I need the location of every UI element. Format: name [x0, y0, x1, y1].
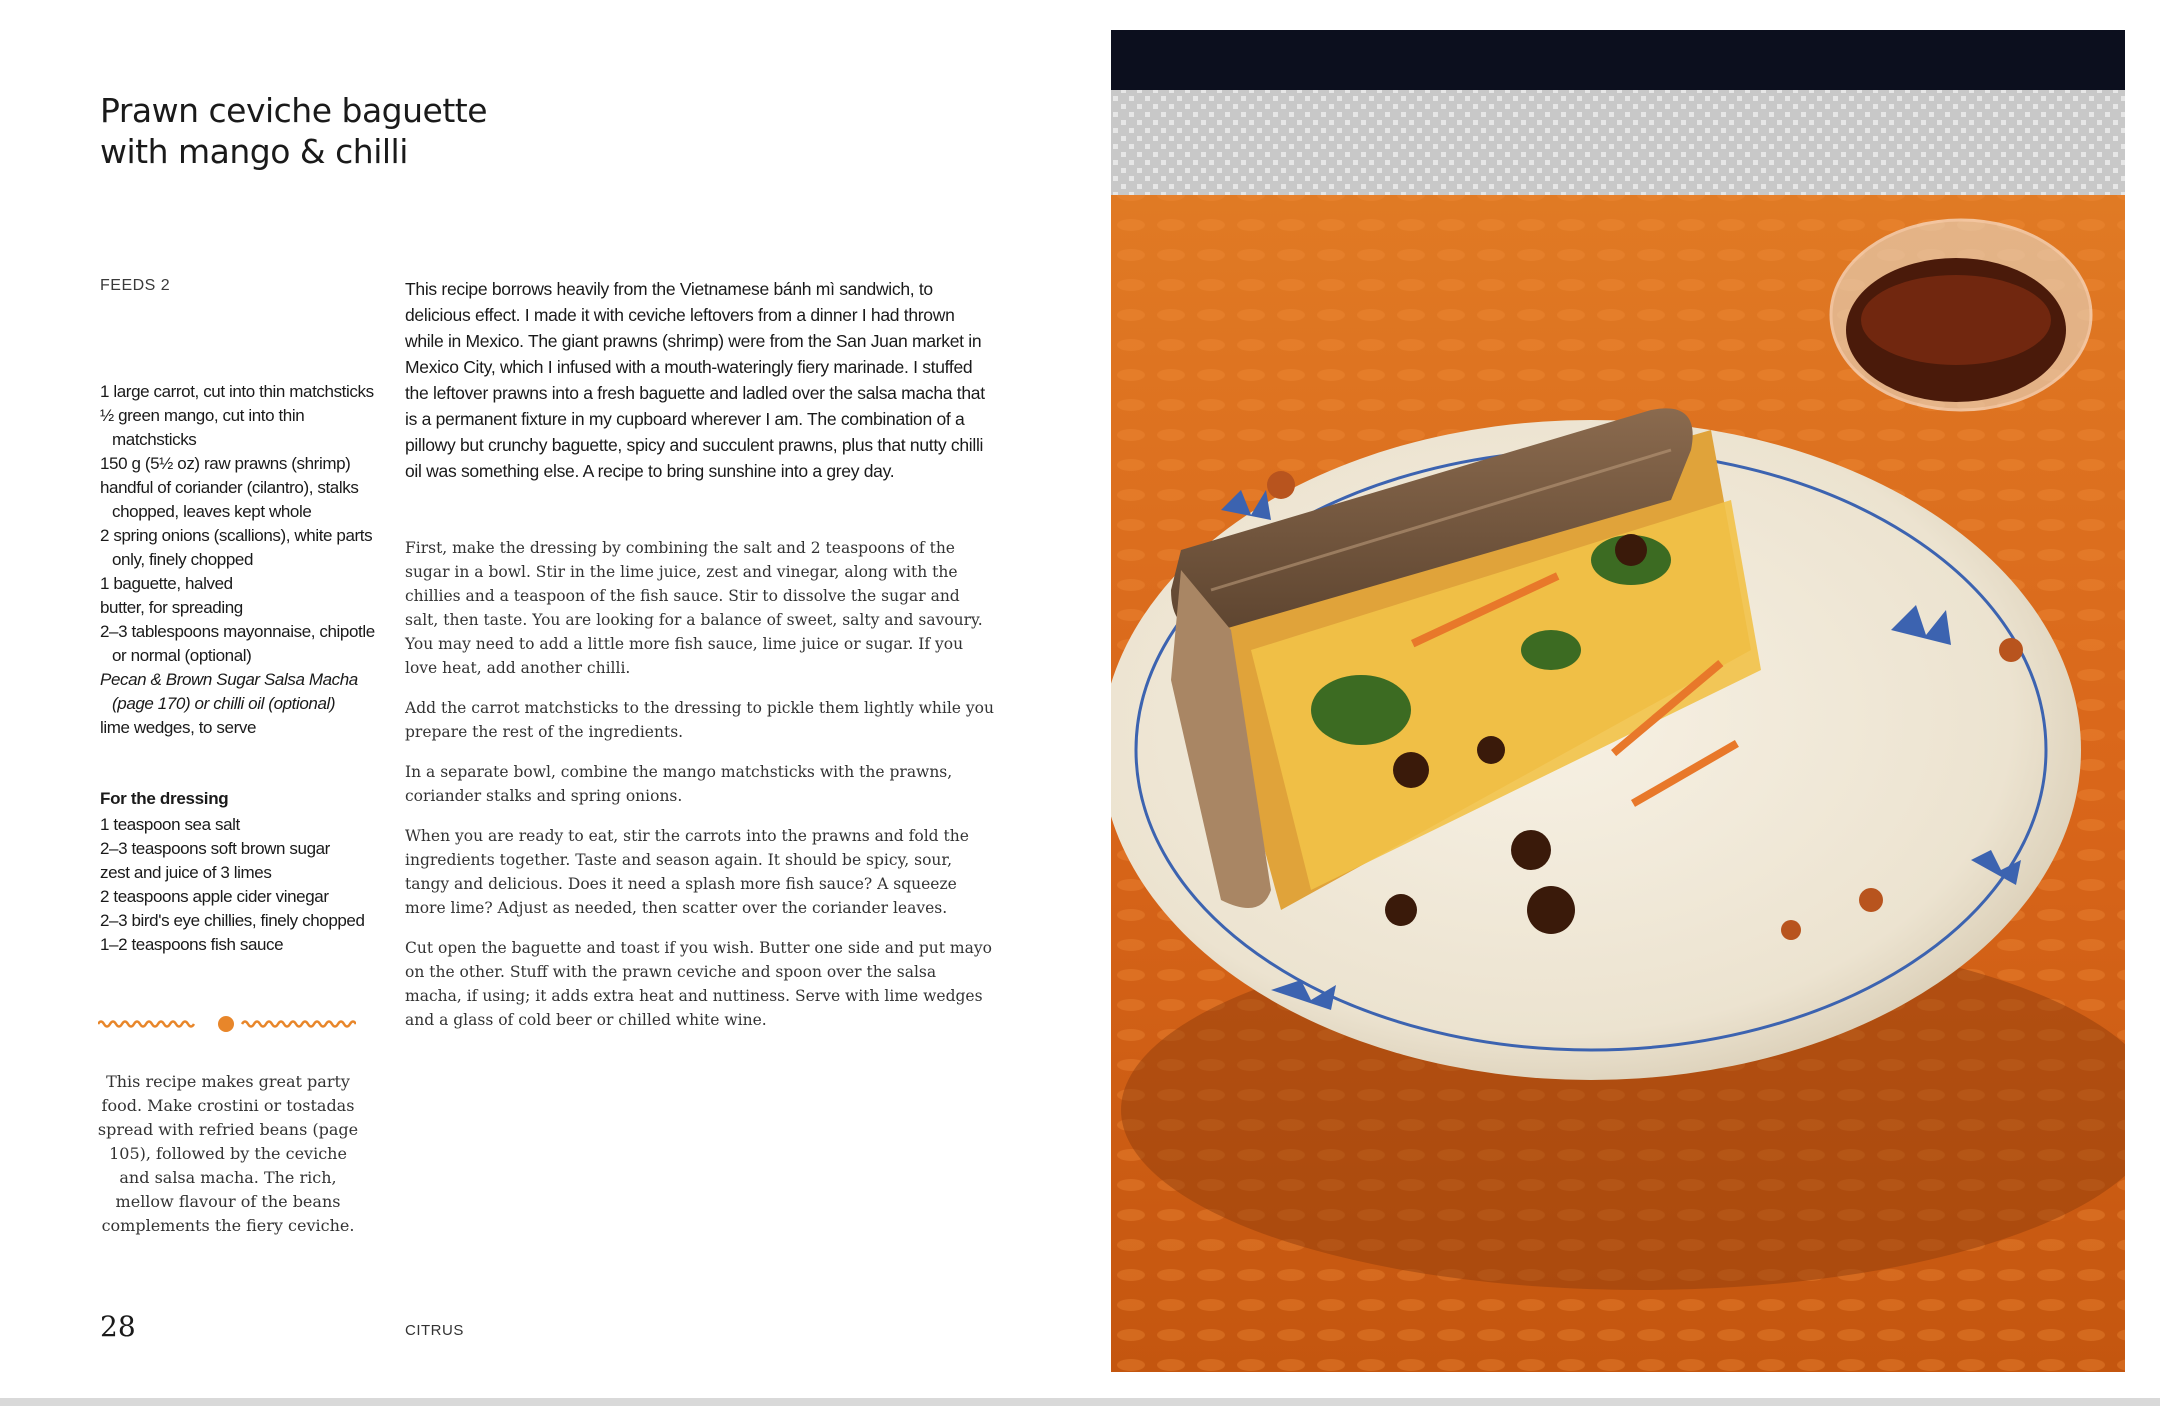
dressing-heading: For the dressing — [100, 789, 229, 808]
ingredient-item: 2 spring onions (scallions), white parts only, finely chopped — [100, 526, 373, 569]
recipe-title-line-2: with mango & chilli — [100, 132, 408, 171]
ingredient-item: 2–3 tablespoons mayonnaise, chipotle or normal (optional) — [100, 622, 375, 665]
method-step: In a separate bowl, combine the mango matchsticks with the prawns, coriander stalks and spring onions. — [405, 763, 953, 805]
ingredient-item: lime wedges, to serve — [100, 718, 257, 737]
section-label: CITRUS — [405, 1322, 464, 1339]
ingredient-item: butter, for spreading — [100, 598, 243, 617]
method-steps — [405, 536, 995, 1048]
dressing-item: 1 teaspoon sea salt — [100, 815, 240, 834]
ingredient-list — [100, 380, 380, 740]
dressing-item: 2–3 bird's eye chillies, finely chopped — [100, 911, 365, 930]
method-step: Cut open the baguette and toast if you wish. Butter one side and put mayo on the other. Stuff with the prawn ceviche and spoon over the salsa macha, if using; it adds extra heat and nuttiness. Serve with lime wedges and a glass of cold beer or chilled white wine. — [405, 939, 992, 1029]
method-step: First, make the dressing by combining the salt and 2 teaspoons of the sugar in a bowl. Stir in the lime juice, zest and vinegar, along with the chillies and a teaspoon of the fish sauce. Stir to dissolve the sugar and salt, then taste. You are looking for a balance of sweet, salty and savoury. You may need to add a little more fish sauce, lime juice or sugar. If you love heat, add another chilli. — [405, 539, 983, 677]
ingredient-item: ½ green mango, cut into thin matchsticks — [100, 406, 305, 449]
food-photo-icon — [1111, 30, 2125, 1372]
bottom-edge — [0, 1398, 2160, 1406]
recipe-tip: This recipe makes great party food. Make crostini or tostadas spread with refried beans (page 105), followed by the ceviche and salsa macha. The rich, mellow flavour of the beans complements the fiery ceviche. — [97, 1072, 359, 1235]
ingredient-item: Pecan & Brown Sugar Salsa Macha (page 170) or chilli oil (optional) — [100, 670, 358, 713]
recipe-title — [100, 90, 800, 172]
recipe-intro: This recipe borrows heavily from the Vietnamese bánh mì sandwich, to delicious effect. I made it with ceviche leftovers from a dinner I had thrown while in Mexico. The giant prawns (shrimp) were from the San Juan market in Mexico City, which I infused with a mouth-wateringly fiery marinade. I stuffed the leftover prawns into a fresh baguette and ladled over the salsa macha that is a permanent fixture in my cupboard wherever I am. The combination of a pillowy but crunchy baguette, spicy and succulent prawns, plus that nutty chilli oil was something else. A recipe to bring sunshine into a grey day. — [405, 279, 985, 481]
page-number: 28 — [100, 1310, 136, 1343]
dressing-item: 1–2 teaspoons fish sauce — [100, 935, 284, 954]
ingredient-item: 150 g (5½ oz) raw prawns (shrimp) — [100, 454, 351, 473]
serves-label: FEEDS 2 — [100, 277, 171, 294]
recipe-title-line-1: Prawn ceviche baguette — [100, 91, 488, 130]
ingredient-item: handful of coriander (cilantro), stalks chopped, leaves kept whole — [100, 478, 359, 521]
dressing-item: zest and juice of 3 limes — [100, 863, 272, 882]
dressing-item: 2 teaspoons apple cider vinegar — [100, 887, 329, 906]
dressing-item: 2–3 teaspoons soft brown sugar — [100, 839, 330, 858]
ingredient-item: 1 large carrot, cut into thin matchsticks — [100, 382, 374, 401]
ornamental-divider-icon — [98, 1013, 356, 1035]
ingredient-item: 1 baguette, halved — [100, 574, 233, 593]
dressing-list — [100, 813, 380, 957]
recipe-photo — [1111, 30, 2125, 1372]
method-step: When you are ready to eat, stir the carrots into the prawns and fold the ingredients together. Taste and season again. It should be spicy, sour, tangy and delicious. Does it need a splash more fish sauce? A squeeze more lime? Adjust as needed, then scatter over the coriander leaves. — [405, 827, 969, 917]
method-step: Add the carrot matchsticks to the dressing to pickle them lightly while you prepare the rest of the ingredients. — [405, 699, 994, 741]
